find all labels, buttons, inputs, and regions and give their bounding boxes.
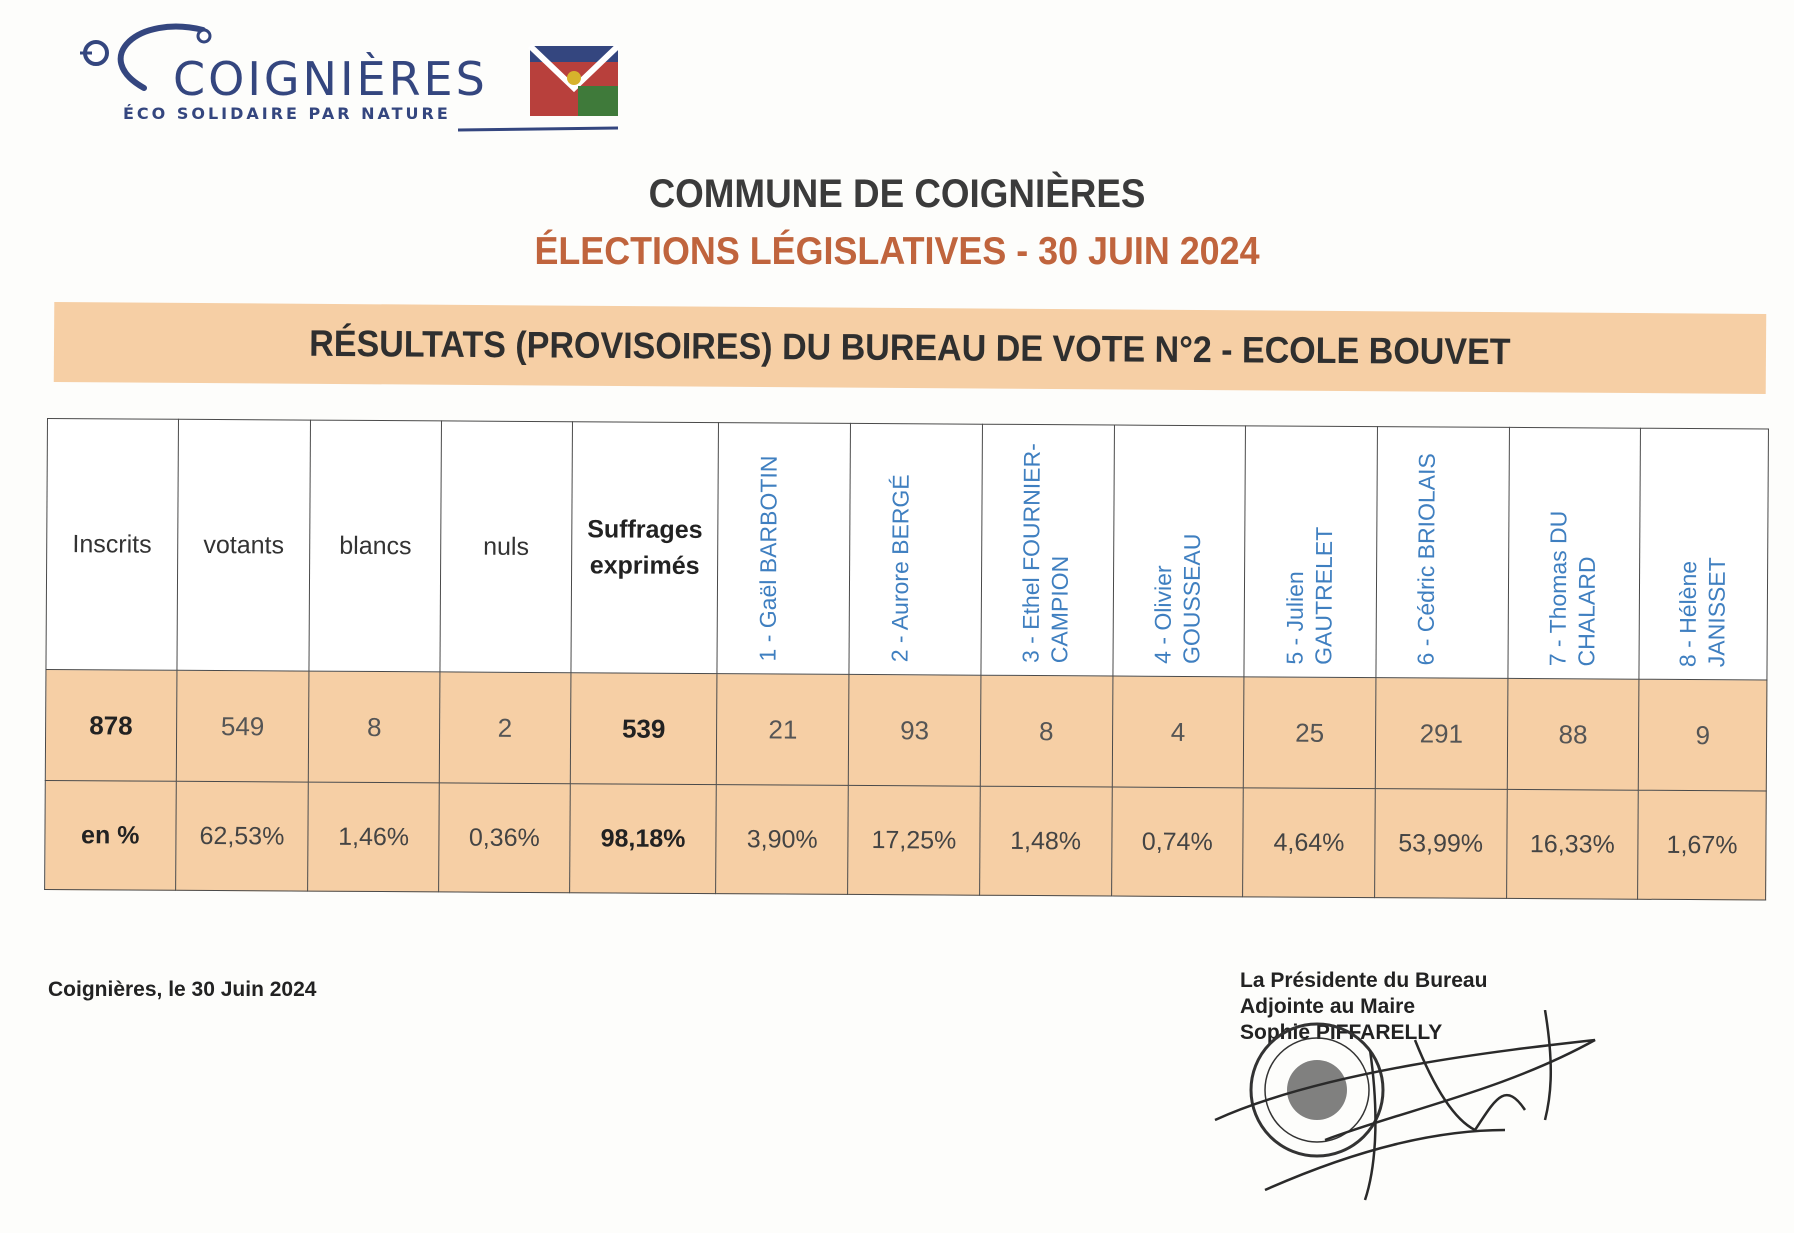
elections-title: ÉLECTIONS LÉGISLATIVES - 30 JUIN 2024 bbox=[534, 230, 1260, 273]
header-votants: votants bbox=[177, 419, 311, 671]
percent-candidate-6: 53,99% bbox=[1375, 789, 1507, 899]
table-row-percent bbox=[45, 780, 1767, 900]
suffrages-label: Suffrages exprimés bbox=[587, 515, 703, 580]
votes-candidate-8: 9 bbox=[1639, 679, 1767, 791]
candidate-6-name: 6 - Cédric BRIOLAIS bbox=[1412, 453, 1441, 666]
candidate-2-name: 2 - Aurore BERGÉ bbox=[886, 474, 914, 663]
header-suffrages-exprimes bbox=[571, 422, 719, 674]
percent-label: en % bbox=[45, 780, 176, 890]
percent-candidate-3: 1,48% bbox=[979, 786, 1111, 896]
votes-candidate-4: 4 bbox=[1112, 676, 1244, 788]
banner-text: RÉSULTATS (PROVISOIRES) DU BUREAU DE VOTE N°2 - ECOLE BOUVET bbox=[309, 322, 1511, 373]
header-candidate-2 bbox=[849, 423, 982, 675]
count-votants: 549 bbox=[176, 670, 309, 782]
percent-candidate-8: 1,67% bbox=[1638, 790, 1766, 900]
votes-candidate-3: 8 bbox=[980, 675, 1112, 787]
header-inscrits: Inscrits bbox=[46, 419, 178, 671]
percent-suffrages: 98,18% bbox=[569, 784, 716, 894]
candidate-1-name: 1 - Gaël BARBOTIN bbox=[754, 455, 782, 662]
candidate-7-name: 7 - Thomas DU CHALARD bbox=[1544, 510, 1600, 667]
votes-candidate-5: 25 bbox=[1243, 677, 1375, 789]
percent-votants: 62,53% bbox=[175, 781, 308, 891]
commune-title: COMMUNE DE COIGNIÈRES bbox=[648, 172, 1146, 216]
header-candidate-1 bbox=[717, 423, 850, 675]
logo-tagline: ÉCO SOLIDAIRE PAR NATURE bbox=[123, 104, 451, 123]
candidate-8-name: 8 - Hélène JANISSET bbox=[1674, 557, 1730, 668]
percent-candidate-4: 0,74% bbox=[1111, 787, 1243, 897]
percent-candidate-5: 4,64% bbox=[1243, 788, 1375, 898]
candidate-3-name: 3 - Ethel FOURNIER- CAMPION bbox=[1017, 443, 1074, 664]
signatory-title: La Présidente du Bureau bbox=[1240, 969, 1488, 992]
footer-date: Coignières, le 30 Juin 2024 bbox=[48, 978, 317, 1001]
votes-candidate-6: 291 bbox=[1375, 678, 1507, 790]
header-candidate-5 bbox=[1244, 426, 1377, 678]
candidate-4-name: 4 - Olivier GOUSSEAU bbox=[1149, 533, 1205, 665]
count-blancs: 8 bbox=[309, 671, 440, 783]
signatory-role: Adjointe au Maire bbox=[1240, 995, 1416, 1018]
count-suffrages: 539 bbox=[570, 673, 717, 785]
header-candidate-3 bbox=[981, 424, 1114, 676]
header-candidate-6 bbox=[1376, 427, 1509, 679]
official-stamp-icon bbox=[1251, 1024, 1383, 1156]
signatory-name: Sophie PIFFARELLY bbox=[1240, 1021, 1443, 1044]
percent-candidate-1: 3,90% bbox=[716, 785, 848, 895]
percent-candidate-2: 17,25% bbox=[848, 785, 980, 895]
handwritten-signature-icon bbox=[1215, 1010, 1595, 1200]
logo-name: COIGNIÈRES bbox=[173, 52, 488, 106]
header-candidate-4 bbox=[1112, 425, 1245, 677]
percent-candidate-7: 16,33% bbox=[1506, 789, 1638, 899]
votes-candidate-1: 21 bbox=[717, 674, 849, 786]
votes-candidate-2: 93 bbox=[848, 674, 980, 786]
header-candidate-8 bbox=[1639, 428, 1768, 680]
logo bbox=[78, 18, 678, 140]
header-blancs: blancs bbox=[309, 420, 441, 672]
header-nuls: nuls bbox=[440, 421, 572, 673]
stamp-and-signature bbox=[1205, 1010, 1625, 1210]
table-row-counts bbox=[45, 669, 1767, 791]
count-nuls: 2 bbox=[439, 672, 570, 784]
count-inscrits: 878 bbox=[45, 669, 176, 781]
votes-candidate-7: 88 bbox=[1507, 678, 1639, 790]
header-candidate-7 bbox=[1508, 427, 1641, 679]
table-header-row bbox=[46, 419, 1769, 681]
results-banner bbox=[54, 302, 1767, 394]
candidate-5-name: 5 - Julien GAUTRELET bbox=[1281, 526, 1337, 665]
results-table bbox=[44, 418, 1769, 901]
percent-nuls: 0,36% bbox=[439, 783, 570, 893]
percent-blancs: 1,46% bbox=[308, 782, 439, 892]
